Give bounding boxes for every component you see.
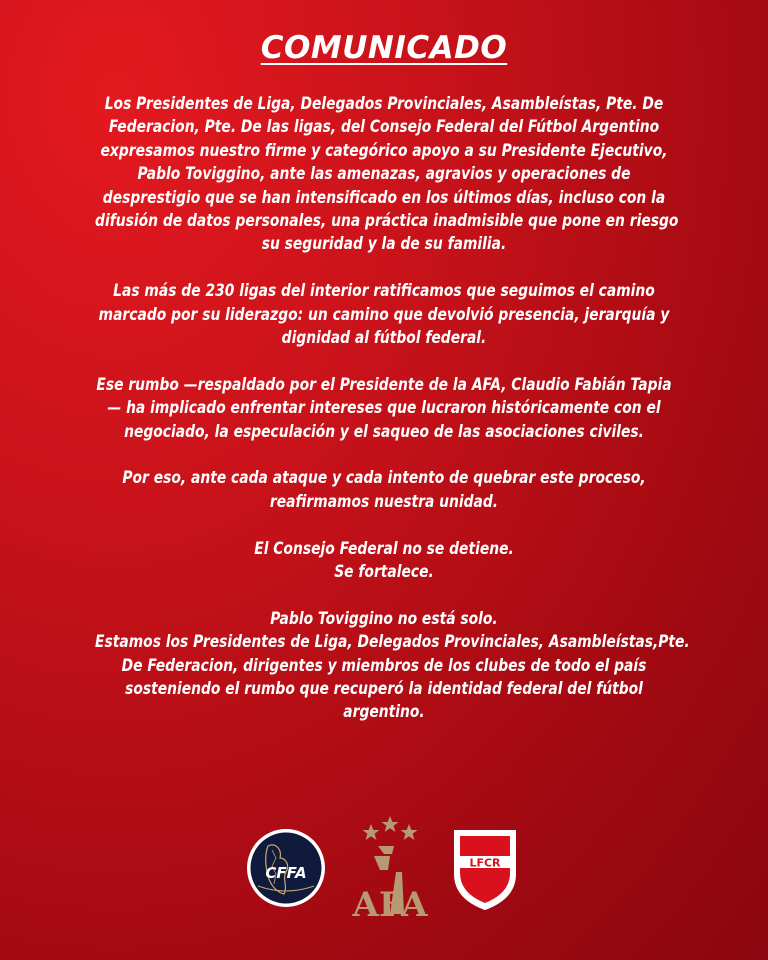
page-title: COMUNICADO [260, 30, 508, 66]
body-paragraph [95, 92, 679, 256]
body-line: Se fortalece. [334, 562, 434, 582]
body-line: El Consejo Federal no se detiene. [254, 538, 514, 558]
body-line: Estamos los Presidentes de Liga, Delegados Provinciales, Asambleístas,Pte. [95, 632, 690, 652]
cffa-logo-text: CFFA [265, 864, 307, 882]
body-line: Federacion, Pte. De las ligas, del Consejo Federal del Fútbol Argentino [108, 117, 660, 137]
lfcr-logo [452, 828, 518, 912]
body-paragraph [95, 537, 673, 584]
body-line: negociado, la especulación y el saqueo de las asociaciones civiles. [124, 421, 644, 441]
body-paragraph [95, 466, 673, 513]
body-line: Pablo Toviggino no está solo. [270, 608, 498, 628]
afa-logo [344, 814, 436, 922]
body-line: desprestigio que se han intensificado en los últimos días, incluso con la [102, 187, 666, 207]
body-line: Las más de 230 ligas del interior ratificamos que seguimos el camino [113, 281, 655, 301]
body-line: — ha implicado enfrentar intereses que lucraron históricamente con el [107, 398, 661, 418]
body-line: marcado por su liderazgo: un camino que devolvió presencia, jerarquía y [98, 304, 670, 324]
afa-logo-text: AFA [352, 885, 428, 922]
body-paragraph [95, 373, 673, 443]
logo-row [0, 812, 768, 922]
body-line: Por eso, ante cada ataque y cada intento de quebrar este proceso, [122, 468, 646, 488]
body-line: expresamos nuestro firme y categórico apoyo a su Presidente Ejecutivo, [100, 140, 668, 160]
lfcr-logo-text: LFCR [469, 856, 501, 870]
body-line: difusión de datos personales, una práctica inadmisible que pone en riesgo [95, 211, 679, 231]
body-paragraph [95, 607, 690, 724]
body-line: dignidad al fútbol federal. [281, 328, 487, 348]
body-paragraph [95, 279, 673, 349]
body-line: sosteniendo el rumbo que recuperó la identidad federal del fútbol [125, 679, 643, 699]
body-line: reafirmamos nuestra unidad. [269, 491, 499, 511]
body-line: Ese rumbo —respaldado por el Presidente de la AFA, Claudio Fabián Tapia [96, 374, 672, 394]
body-line: De Federacion, dirigentes y miembros de los clubes de todo el país [121, 655, 647, 675]
star-icons [363, 816, 418, 840]
body-line: Los Presidentes de Liga, Delegados Provinciales, Asambleístas, Pte. De [104, 94, 664, 113]
body-line: argentino. [343, 702, 425, 722]
cffa-logo [246, 828, 326, 908]
communique-body [95, 92, 690, 747]
body-line: su seguridad y la de su familia. [261, 234, 507, 254]
body-line: Pablo Toviggino, ante las amenazas, agravios y operaciones de [137, 164, 631, 184]
